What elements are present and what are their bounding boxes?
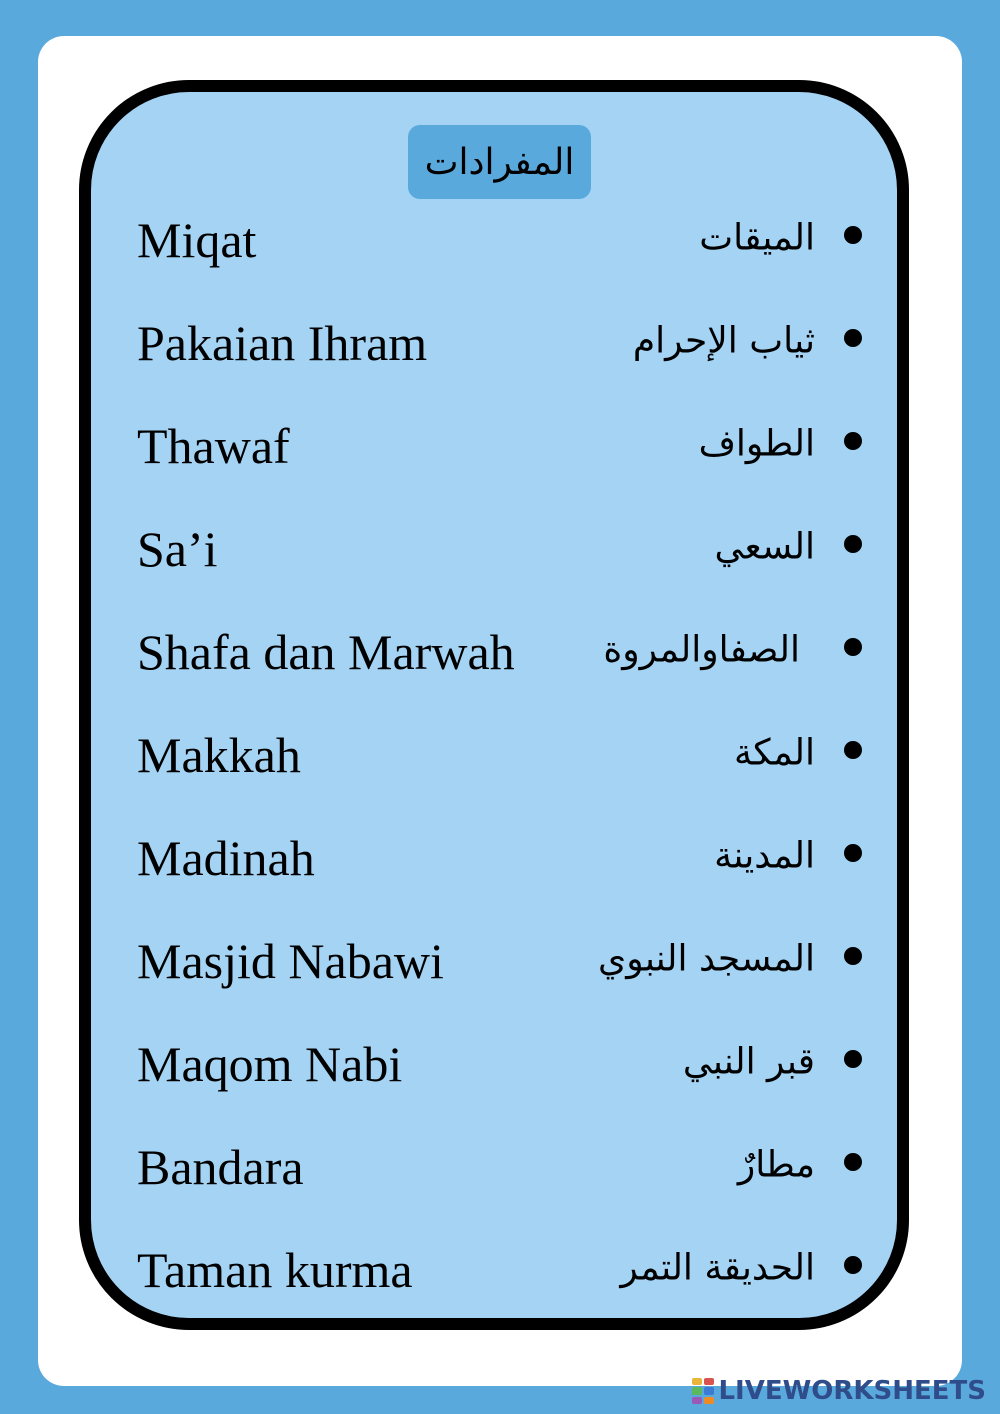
- latin-term: Bandara: [137, 1139, 304, 1195]
- arabic-term: مطارٌ: [737, 1144, 815, 1186]
- latin-term: Madinah: [137, 830, 315, 886]
- bullet-icon: [844, 1050, 862, 1068]
- arabic-term: ثياب الإحرام: [632, 320, 815, 362]
- arabic-term: السعي: [714, 526, 815, 568]
- brand-name: LIVEWORKSHEETS: [718, 1376, 986, 1406]
- arabic-term: قبر النبي: [682, 1041, 815, 1083]
- list-item: [0, 499, 1000, 599]
- arabic-term: الصفاوالمروة: [603, 629, 800, 671]
- list-item: [0, 808, 1000, 908]
- latin-term: Thawaf: [137, 418, 290, 474]
- bullet-icon: [844, 1256, 862, 1274]
- arabic-term: الميقات: [699, 217, 815, 259]
- list-item: [0, 705, 1000, 805]
- liveworksheets-icon: [692, 1378, 714, 1404]
- arabic-term: المسجد النبوي: [598, 938, 815, 980]
- arabic-term: الطواف: [698, 423, 815, 465]
- bullet-icon: [844, 226, 862, 244]
- latin-term: Taman kurma: [137, 1242, 413, 1298]
- bullet-icon: [844, 947, 862, 965]
- list-item: [0, 190, 1000, 290]
- page-title: المفرادات: [408, 125, 591, 199]
- list-item: [0, 396, 1000, 496]
- bullet-icon: [844, 432, 862, 450]
- list-item: [0, 911, 1000, 1011]
- latin-term: Shafa dan Marwah: [137, 624, 515, 680]
- list-item: [0, 1117, 1000, 1217]
- list-item: [0, 293, 1000, 393]
- list-item: [0, 1220, 1000, 1320]
- list-item: [0, 602, 1000, 702]
- bullet-icon: [844, 535, 862, 553]
- latin-term: Pakaian Ihram: [137, 315, 428, 371]
- latin-term: Maqom Nabi: [137, 1036, 403, 1092]
- latin-term: Sa’i: [137, 521, 218, 577]
- liveworksheets-logo[interactable]: [692, 1376, 986, 1406]
- latin-term: Masjid Nabawi: [137, 933, 444, 989]
- bullet-icon: [844, 638, 862, 656]
- arabic-term: الحديقة التمر: [620, 1247, 815, 1289]
- bullet-icon: [844, 329, 862, 347]
- bullet-icon: [844, 741, 862, 759]
- bullet-icon: [844, 844, 862, 862]
- arabic-term: المكة: [734, 732, 815, 774]
- latin-term: Miqat: [137, 212, 257, 268]
- list-item: [0, 1014, 1000, 1114]
- bullet-icon: [844, 1153, 862, 1171]
- arabic-term: المدينة: [714, 835, 815, 877]
- latin-term: Makkah: [137, 727, 301, 783]
